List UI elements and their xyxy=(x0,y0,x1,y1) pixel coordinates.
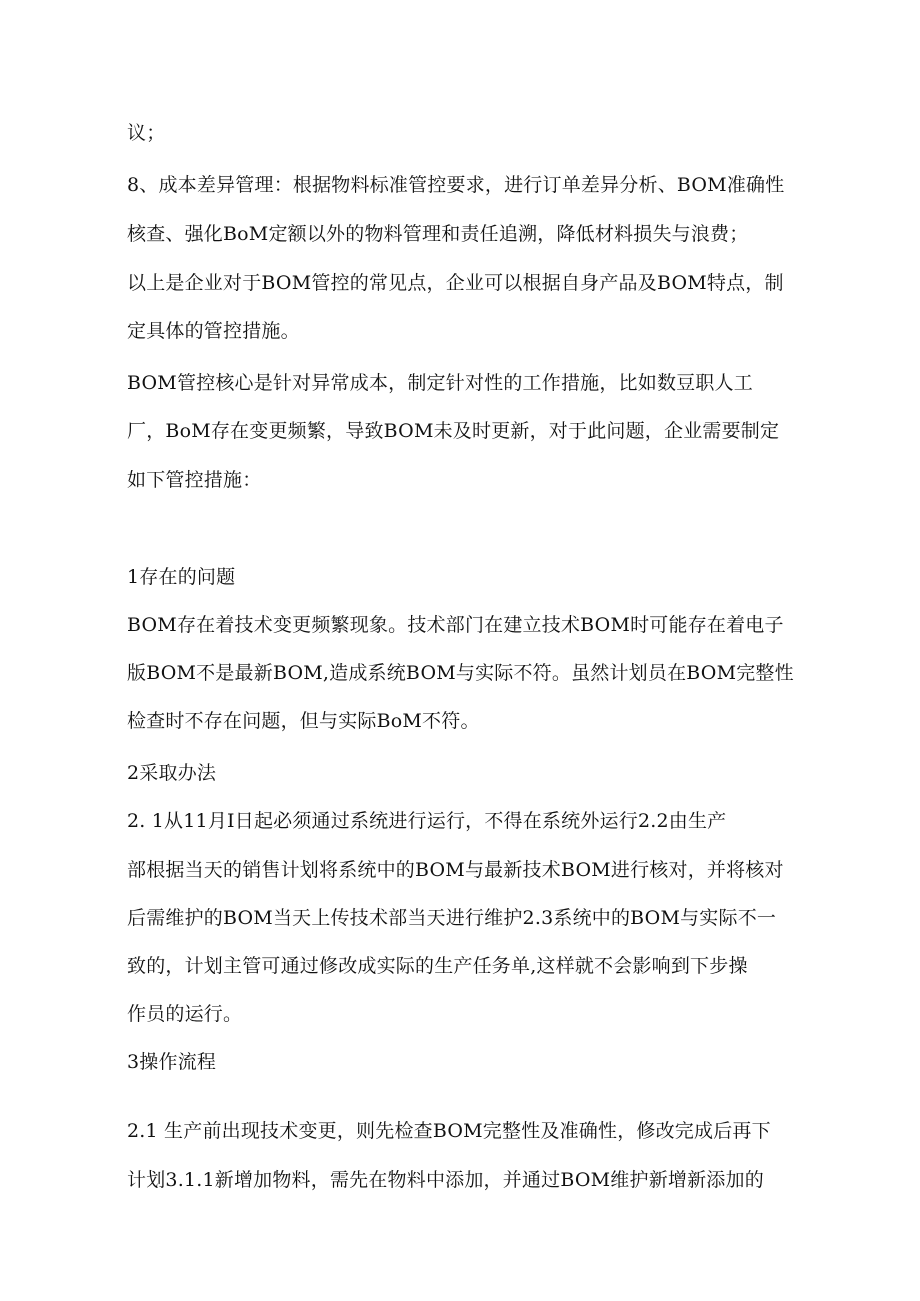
section-heading: 1存在的问题 xyxy=(127,566,236,588)
paragraph-line: 2.1 生产前出现技术变更，则先检查BOM完整性及准确性，修改完成后再下 xyxy=(127,1120,771,1142)
paragraph-line: 厂，BoM存在变更频繁，导致BOM未及时更新，对于此问题，企业需要制定 xyxy=(127,420,780,442)
paragraph-line: 部根据当天的销售计划将系统中的BOM与最新技术BOM进行核对，并将核对 xyxy=(127,859,784,881)
paragraph-line: 版BOM不是最新BOM,造成系统BOM与实际不符。虽然计划员在BOM完整性 xyxy=(127,662,794,684)
section-heading: 3操作流程 xyxy=(127,1051,217,1073)
paragraph-line: BOM存在着技术变更频繁现象。技术部门在建立技术BOM时可能存在着电子 xyxy=(127,614,784,636)
paragraph-line: 2. 1从11月I日起必须通过系统进行运行，不得在系统外运行2.2由生产 xyxy=(127,810,727,832)
paragraph-line: 定具体的管控措施。 xyxy=(127,320,300,342)
paragraph-line: 后需维护的BOM当天上传技术部当天进行维护2.3系统中的BOM与实际不一 xyxy=(127,907,777,929)
paragraph-line: 核查、强化BoM定额以外的物料管理和责任追溯，降低材料损失与浪费； xyxy=(127,223,749,245)
paragraph-line: 8、成本差异管理：根据物料标准管控要求，进行订单差异分析、BOM准确性 xyxy=(127,174,785,196)
paragraph-line: 以上是企业对于BOM管控的常见点，企业可以根据自身产品及BOM特点，制 xyxy=(127,272,784,294)
paragraph-line: BOM管控核心是针对异常成本，制定针对性的工作措施，比如数豆职人工 xyxy=(127,372,753,394)
paragraph-line: 致的，计划主管可通过修改成实际的生产任务单,这样就不会影响到下步操 xyxy=(127,955,748,977)
paragraph-line: 计划3.1.1新增加物料，需先在物料中添加，并通过BOM维护新增新添加的 xyxy=(127,1169,764,1191)
paragraph-line: 检查时不存在问题，但与实际BoM不符。 xyxy=(127,710,480,732)
paragraph-line: 如下管控措施： xyxy=(127,469,262,491)
paragraph-line: 议； xyxy=(127,122,166,144)
paragraph-line: 作员的运行。 xyxy=(127,1003,243,1025)
section-heading: 2采取办法 xyxy=(127,762,217,784)
